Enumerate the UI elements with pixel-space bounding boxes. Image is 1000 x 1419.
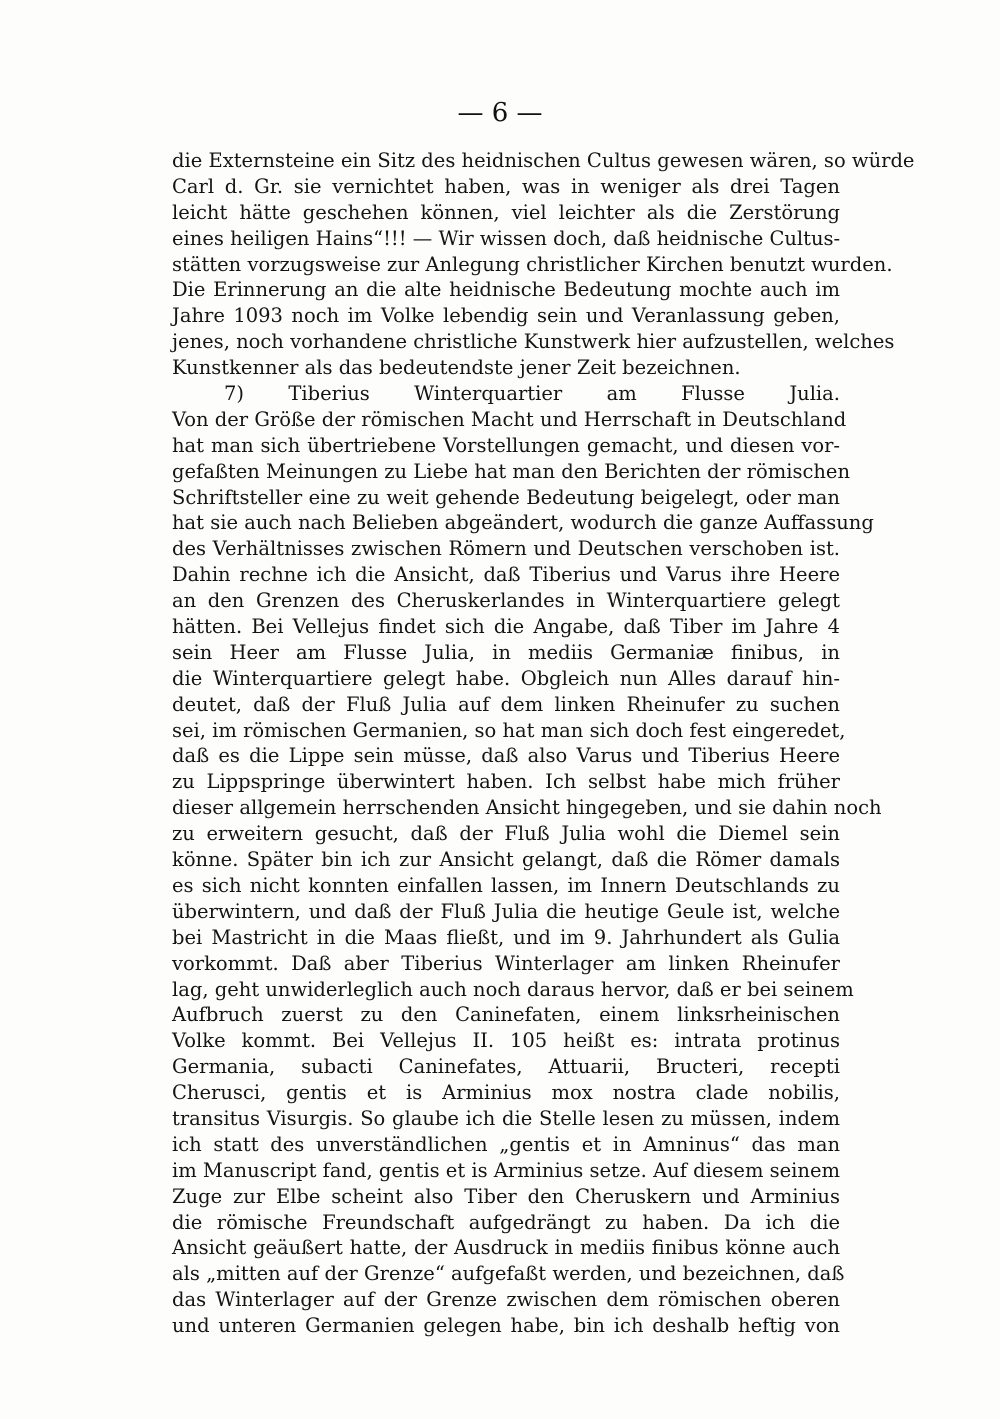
text-line: Jahre 1093 noch im Volke lebendig sein und Veranlassung geben, [172, 304, 840, 328]
text-line: und unteren Germanien gelegen habe, bin ich deshalb heftig von [172, 1314, 840, 1338]
text-line: hätten. Bei Vellejus findet sich die Angabe, daß Tiber im Jahre 4 [172, 615, 840, 639]
text-line: transitus Visurgis. So glaube ich die Stelle lesen zu müssen, indem [172, 1106, 840, 1130]
text-line: sei, im römischen Germanien, so hat man sich doch fest eingeredet, [172, 718, 846, 742]
text-line: Zuge zur Elbe scheint also Tiber den Cheruskern und Arminius [172, 1184, 840, 1208]
text-line: Von der Größe der römischen Macht und Herrschaft in Deutschland [172, 407, 847, 431]
text-line: Schriftsteller eine zu weit gehende Bedeutung beigelegt, oder man [172, 485, 840, 509]
text-line: es sich nicht konnten einfallen lassen, im Innern Deutschlands zu [172, 873, 840, 897]
text-line: die Winterquartiere gelegt habe. Obgleich nun Alles darauf hin- [172, 666, 840, 690]
text-line: dieser allgemein herrschenden Ansicht hingegeben, und sie dahin noch [172, 796, 882, 820]
text-line: die Externsteine ein Sitz des heidnischen Cultus gewesen wären, so würde [172, 149, 915, 172]
text-line: lag, geht unwiderleglich auch noch daraus hervor, daß er bei seinem [172, 977, 854, 1001]
text-line: gefaßten Meinungen zu Liebe hat man den Berichten der römischen [172, 459, 851, 483]
text-line: überwintern, und daß der Fluß Julia die heutige Geule ist, welche [172, 899, 840, 923]
text-line: deutet, daß der Fluß Julia auf dem linken Rheinufer zu suchen [172, 692, 840, 716]
text-line: jenes, noch vorhandene christliche Kunstwerk hier aufzustellen, welches [172, 330, 895, 354]
page-number: — 6 — [457, 98, 543, 128]
text-line: an den Grenzen des Cheruskerlandes in Winterquartiere gelegt [172, 589, 840, 613]
text-line: Kunstkenner als das bedeutendste jener Zeit bezeichnen. [172, 356, 741, 380]
section-heading: 7) Tiberius Winterquartier am Flusse Julia. [224, 382, 840, 406]
text-line: eines heiligen Hains“!!! — Wir wissen doch, daß heidnische Cultus- [172, 226, 841, 250]
text-line: das Winterlager auf der Grenze zwischen dem römischen oberen [172, 1288, 840, 1312]
text-line: Dahin rechne ich die Ansicht, daß Tiberius und Varus ihre Heere [172, 563, 840, 587]
text-line: zu erweitern gesucht, daß der Fluß Julia wohl die Diemel sein [172, 822, 840, 846]
text-line: sein Heer am Flusse Julia, in mediis Germaniæ finibus, in [172, 640, 840, 664]
text-line: Cherusci, gentis et is Arminius mox nostra clade nobilis, [172, 1081, 840, 1105]
text-line: stätten vorzugsweise zur Anlegung christlicher Kirchen benutzt wurden. [172, 252, 893, 276]
text-line: hat man sich übertriebene Vorstellungen gemacht, und diesen vor- [172, 433, 840, 457]
text-line: leicht hätte geschehen können, viel leichter als die Zerstörung [172, 200, 840, 224]
text-line: hat sie auch nach Belieben abgeändert, wodurch die ganze Auffassung [172, 511, 874, 535]
text-line: Ansicht geäußert hatte, der Ausdruck in mediis finibus könne auch [172, 1236, 840, 1260]
text-line: zu Lippspringe überwintert haben. Ich selbst habe mich früher [172, 770, 840, 794]
text-line: könne. Später bin ich zur Ansicht gelangt, daß die Römer damals [172, 848, 840, 872]
text-line: Carl d. Gr. sie vernichtet haben, was in weniger als drei Tagen [172, 174, 840, 198]
body-text [172, 148, 915, 1339]
text-line: die römische Freundschaft aufgedrängt zu haben. Da ich die [172, 1210, 840, 1234]
text-line: Die Erinnerung an die alte heidnische Bedeutung mochte auch im [172, 278, 840, 302]
text-line: im Manuscript fand, gentis et is Arminius setze. Auf diesem seinem [172, 1158, 841, 1182]
text-line: des Verhältnisses zwischen Römern und Deutschen verschoben ist. [172, 537, 840, 561]
text-line: ich statt des unverständlichen „gentis et in Amninus“ das man [172, 1132, 840, 1156]
text-line: Aufbruch zuerst zu den Caninefaten, einem linksrheinischen [172, 1003, 840, 1027]
text-line: daß es die Lippe sein müsse, daß also Varus und Tiberius Heere [172, 744, 840, 768]
text-line: bei Mastricht in die Maas fließt, und im 9. Jahrhundert als Gulia [172, 925, 840, 949]
text-line: Volke kommt. Bei Vellejus II. 105 heißt es: intrata protinus [172, 1029, 840, 1053]
text-line: Germania, subacti Caninefates, Attuarii, Bructeri, recepti [172, 1055, 840, 1079]
text-line: als „mitten auf der Grenze“ aufgefaßt werden, und bezeichnen, daß [172, 1262, 845, 1286]
text-line: vorkommt. Daß aber Tiberius Winterlager am linken Rheinufer [172, 951, 840, 975]
